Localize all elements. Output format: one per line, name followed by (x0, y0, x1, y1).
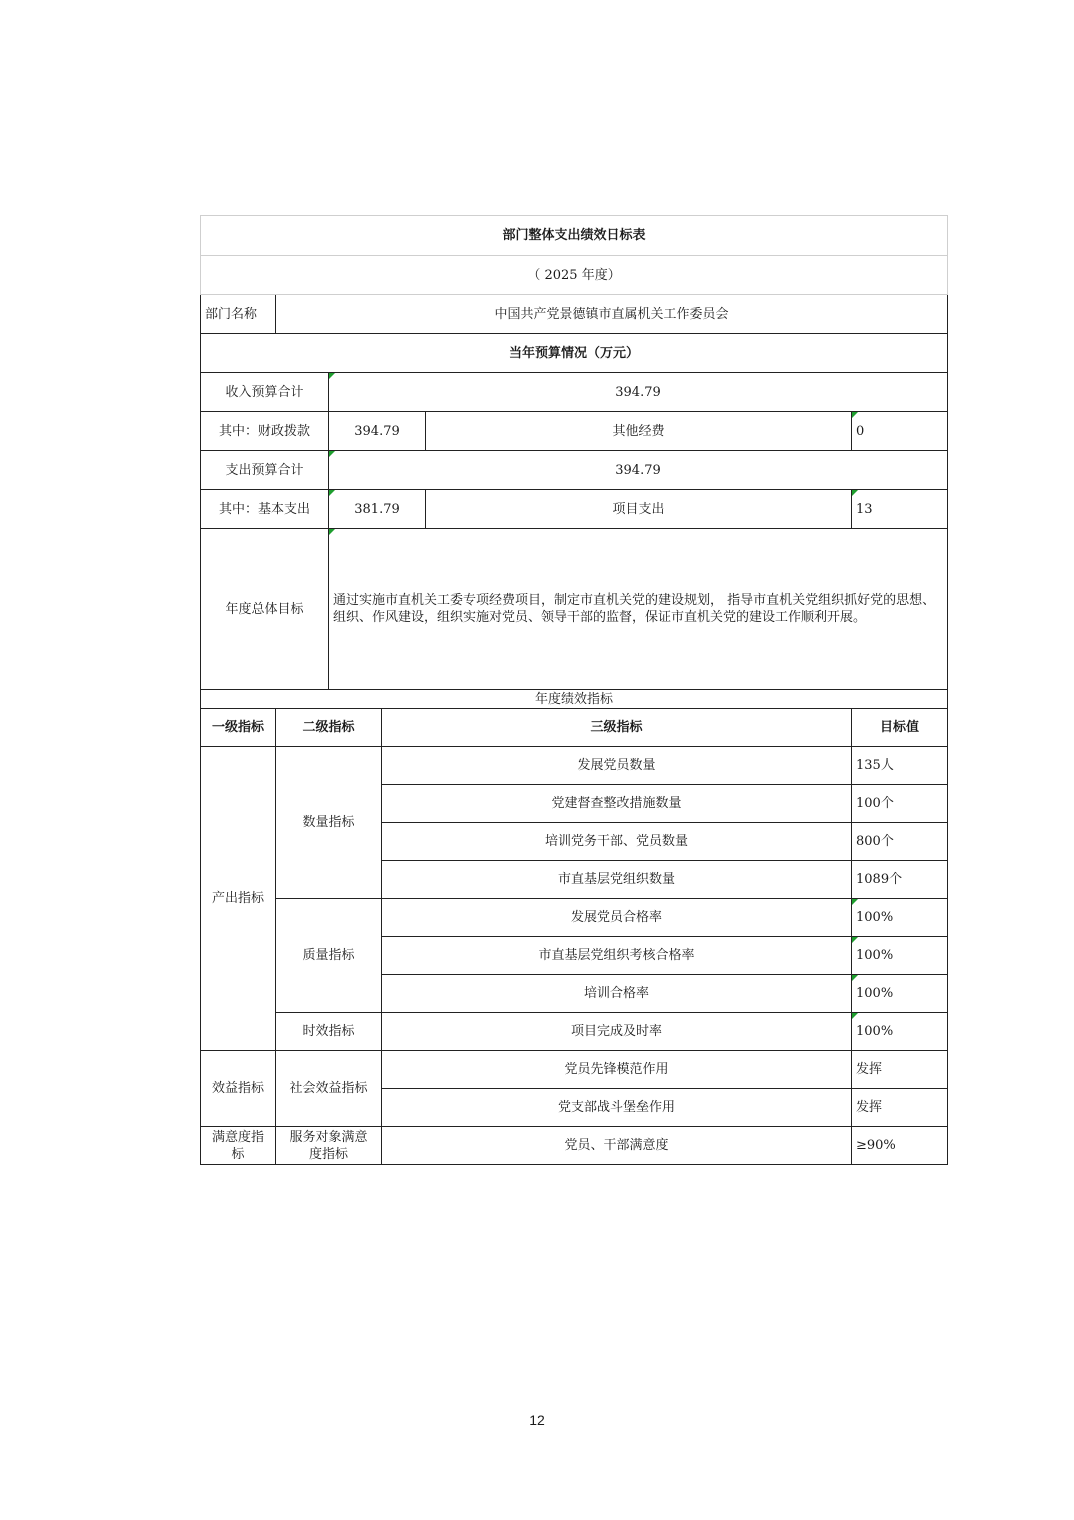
level2-service-satisfaction: 服务对象满意度指标 (276, 1127, 382, 1165)
level3-indicator: 党支部战斗堡垒作用 (382, 1089, 852, 1127)
other-value: 0 (852, 412, 948, 451)
level2-quantity: 数量指标 (276, 747, 382, 899)
level1-satisfaction: 满意度指标 (201, 1127, 276, 1165)
level2-timeliness: 时效指标 (276, 1013, 382, 1051)
target-value: 发挥 (852, 1089, 948, 1127)
target-value: 100% (852, 1013, 948, 1051)
level3-indicator: 党员先锋模范作用 (382, 1051, 852, 1089)
table-title: 部门整体支出绩效日标表 (201, 216, 948, 256)
header-level1: 一级指标 (201, 709, 276, 747)
project-label: 项目支出 (426, 490, 852, 529)
target-value: 100% (852, 937, 948, 975)
header-target: 目标值 (852, 709, 948, 747)
target-value: 100% (852, 899, 948, 937)
level2-social-benefit: 社会效益指标 (276, 1051, 382, 1127)
target-value: ≥90% (852, 1127, 948, 1165)
dept-name-label: 部门名称 (201, 295, 276, 334)
level3-indicator: 培训党务干部、党员数量 (382, 823, 852, 861)
other-label: 其他经费 (426, 412, 852, 451)
level1-benefit: 效益指标 (201, 1051, 276, 1127)
target-value: 发挥 (852, 1051, 948, 1089)
perf-section-heading: 年度绩效指标 (201, 690, 948, 709)
level3-indicator: 发展党员数量 (382, 747, 852, 785)
target-value: 135人 (852, 747, 948, 785)
level3-indicator: 市直基层党组织考核合格率 (382, 937, 852, 975)
target-value: 800个 (852, 823, 948, 861)
annual-goal-text: 通过实施市直机关工委专项经费项目，制定市直机关党的建设规划， 指导市直机关党组织抓好党的思想、组织、作风建设，组织实施对党员、领导干部的监督，保证市直机关党的建设工作顺利开展。 (329, 529, 948, 690)
fiscal-value: 394.79 (329, 412, 426, 451)
level2-quality: 质量指标 (276, 899, 382, 1013)
income-total-label: 收入预算合计 (201, 373, 329, 412)
fiscal-label: 其中：财政拨款 (201, 412, 329, 451)
level1-output: 产出指标 (201, 747, 276, 1051)
income-total-value: 394.79 (329, 373, 948, 412)
header-level3: 三级指标 (382, 709, 852, 747)
level3-indicator: 培训合格率 (382, 975, 852, 1013)
basic-value: 381.79 (329, 490, 426, 529)
performance-target-table (200, 215, 948, 1165)
level3-indicator: 项目完成及时率 (382, 1013, 852, 1051)
basic-label: 其中：基本支出 (201, 490, 329, 529)
header-level2: 二级指标 (276, 709, 382, 747)
target-value: 1089个 (852, 861, 948, 899)
page-number: 12 (529, 1412, 545, 1428)
annual-goal-label: 年度总体目标 (201, 529, 329, 690)
target-value: 100% (852, 975, 948, 1013)
expense-total-label: 支出预算合计 (201, 451, 329, 490)
target-value: 100个 (852, 785, 948, 823)
budget-section-heading: 当年预算情况（万元） (201, 334, 948, 373)
level3-indicator: 党员、干部满意度 (382, 1127, 852, 1165)
dept-name-value: 中国共产党景德镇市直属机关工作委员会 (276, 295, 948, 334)
year-label: （ 2025 年度） (201, 256, 948, 295)
expense-total-value: 394.79 (329, 451, 948, 490)
level3-indicator: 市直基层党组织数量 (382, 861, 852, 899)
project-value: 13 (852, 490, 948, 529)
level3-indicator: 党建督查整改措施数量 (382, 785, 852, 823)
level3-indicator: 发展党员合格率 (382, 899, 852, 937)
